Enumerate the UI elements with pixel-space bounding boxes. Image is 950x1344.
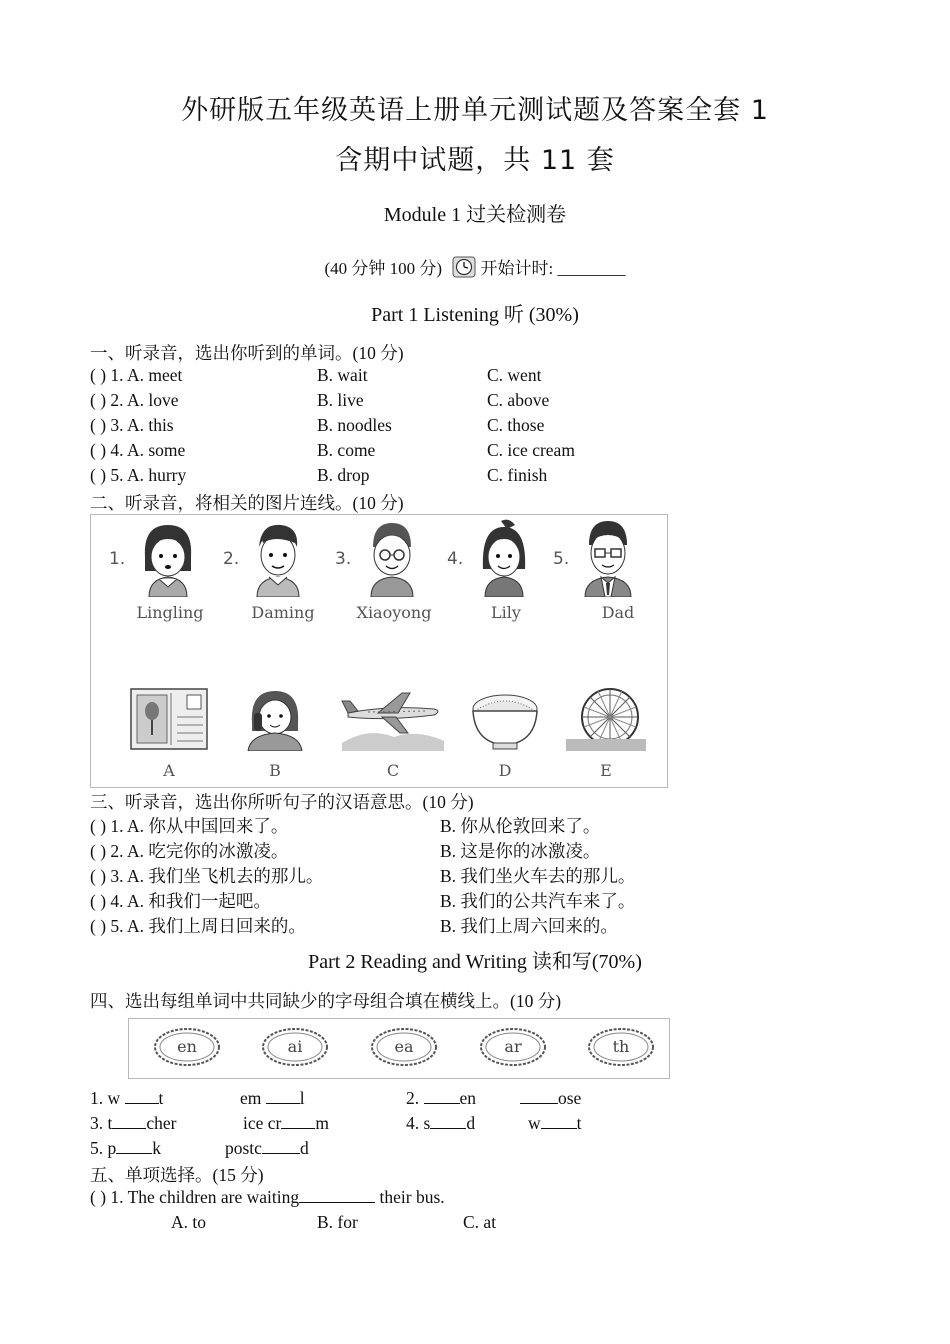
person-5: 5. Dad [551, 519, 661, 622]
boy-glasses-icon [359, 519, 425, 597]
picture-e [561, 687, 651, 780]
person-name: Dad [601, 603, 635, 622]
start-label: 开始 [480, 259, 515, 279]
page-title: 外研版五年级英语上册单元测试题及答案全套 1 [181, 95, 769, 126]
boy-icon [245, 519, 311, 597]
picture-letter: A [163, 761, 175, 780]
option-oval: ea [370, 1027, 438, 1067]
part2-title: Part 2 Reading and Writing 读和写(70%) [308, 951, 642, 973]
section3-heading: 三、听录音，选出你所听句子的汉语意思。(10 分) [90, 792, 474, 812]
answer-blank[interactable] [299, 1188, 375, 1203]
picture-letter: B [269, 761, 281, 780]
fill-item: ice cr m [243, 1113, 329, 1133]
person-name: Xiaoyong [356, 603, 432, 622]
fill-item: w t [528, 1113, 582, 1133]
person-2: 2. Daming [221, 519, 321, 622]
fill-item: em l [240, 1088, 305, 1108]
section2-heading: 二、听录音，将相关的图片连线。(10 分) [90, 493, 404, 513]
timing-line [0, 254, 950, 283]
module-title: Module 1 过关检测卷 [383, 204, 567, 226]
clock-icon [452, 256, 476, 283]
option-c: C. at [463, 1212, 497, 1232]
postcard-icon [129, 687, 209, 751]
rice-bowl-icon [467, 687, 543, 751]
fill-item: 4. s d [406, 1113, 476, 1133]
picture-letter: C [386, 761, 400, 780]
answer-blank[interactable] [266, 1089, 300, 1104]
option-oval: ar [479, 1027, 547, 1067]
person-name: Daming [251, 603, 315, 622]
ferris-wheel-icon [566, 687, 646, 751]
option-a: A. to [171, 1212, 206, 1232]
picture-letter: D [498, 761, 512, 780]
question-stem: ( ) 1. The children are waiting their bus. [90, 1187, 445, 1207]
man-glasses-icon [575, 519, 641, 597]
option-b: B. for [317, 1212, 358, 1232]
girl-icon [135, 519, 201, 597]
answer-blank[interactable] [262, 1139, 300, 1154]
matching-picture-frame [90, 514, 668, 788]
picture-a [125, 687, 213, 780]
answer-blank[interactable] [520, 1089, 558, 1104]
answer-blank[interactable] [116, 1139, 152, 1154]
picture-b [231, 687, 319, 780]
fill-item: postc d [225, 1138, 309, 1158]
option-oval: en [153, 1027, 221, 1067]
answer-blank[interactable] [424, 1089, 460, 1104]
answer-blank[interactable] [430, 1114, 466, 1129]
fill-item: 2. en [406, 1088, 477, 1108]
picture-c [335, 687, 451, 780]
part1-title: Part 1 Listening 听 (30%) [371, 304, 579, 326]
person-4: 4. Lily [441, 519, 551, 622]
section4-heading: 四、选出每组单词中共同缺少的字母组合填在横线上。(10 分) [90, 991, 562, 1011]
fill-item: 5. p k [90, 1138, 161, 1158]
girl-ponytail-icon [471, 519, 537, 597]
picture-d [461, 687, 549, 780]
person-name: Lily [491, 603, 521, 622]
section5-heading: 五、单项选择。(15 分) [90, 1165, 264, 1185]
page-subtitle: 含期中试题，共 11 套 [335, 145, 615, 176]
letter-options-box [128, 1018, 670, 1079]
option-oval: th [587, 1027, 655, 1067]
picture-letter: E [600, 761, 612, 780]
answer-blank[interactable] [281, 1114, 315, 1129]
airplane-icon [338, 687, 448, 751]
person-1: 1. Lingling [105, 519, 205, 622]
fill-item: 3. t cher [90, 1113, 177, 1133]
answer-blank[interactable] [112, 1114, 146, 1129]
answer-blank[interactable] [541, 1114, 577, 1129]
timer-label: 计时: ________ [514, 259, 626, 278]
person-name: Lingling [136, 603, 204, 622]
time-score: (40 分钟 100 分) [324, 259, 443, 278]
fill-item: 1. w t [90, 1088, 164, 1108]
person-3: 3. Xiaoyong [329, 519, 439, 622]
section1-heading: 一、听录音，选出你听到的单词。(10 分) [90, 343, 404, 363]
fill-item: ose [520, 1088, 581, 1109]
option-oval: ai [261, 1027, 329, 1067]
girl-phone-icon [240, 687, 310, 751]
answer-blank[interactable] [125, 1089, 159, 1104]
